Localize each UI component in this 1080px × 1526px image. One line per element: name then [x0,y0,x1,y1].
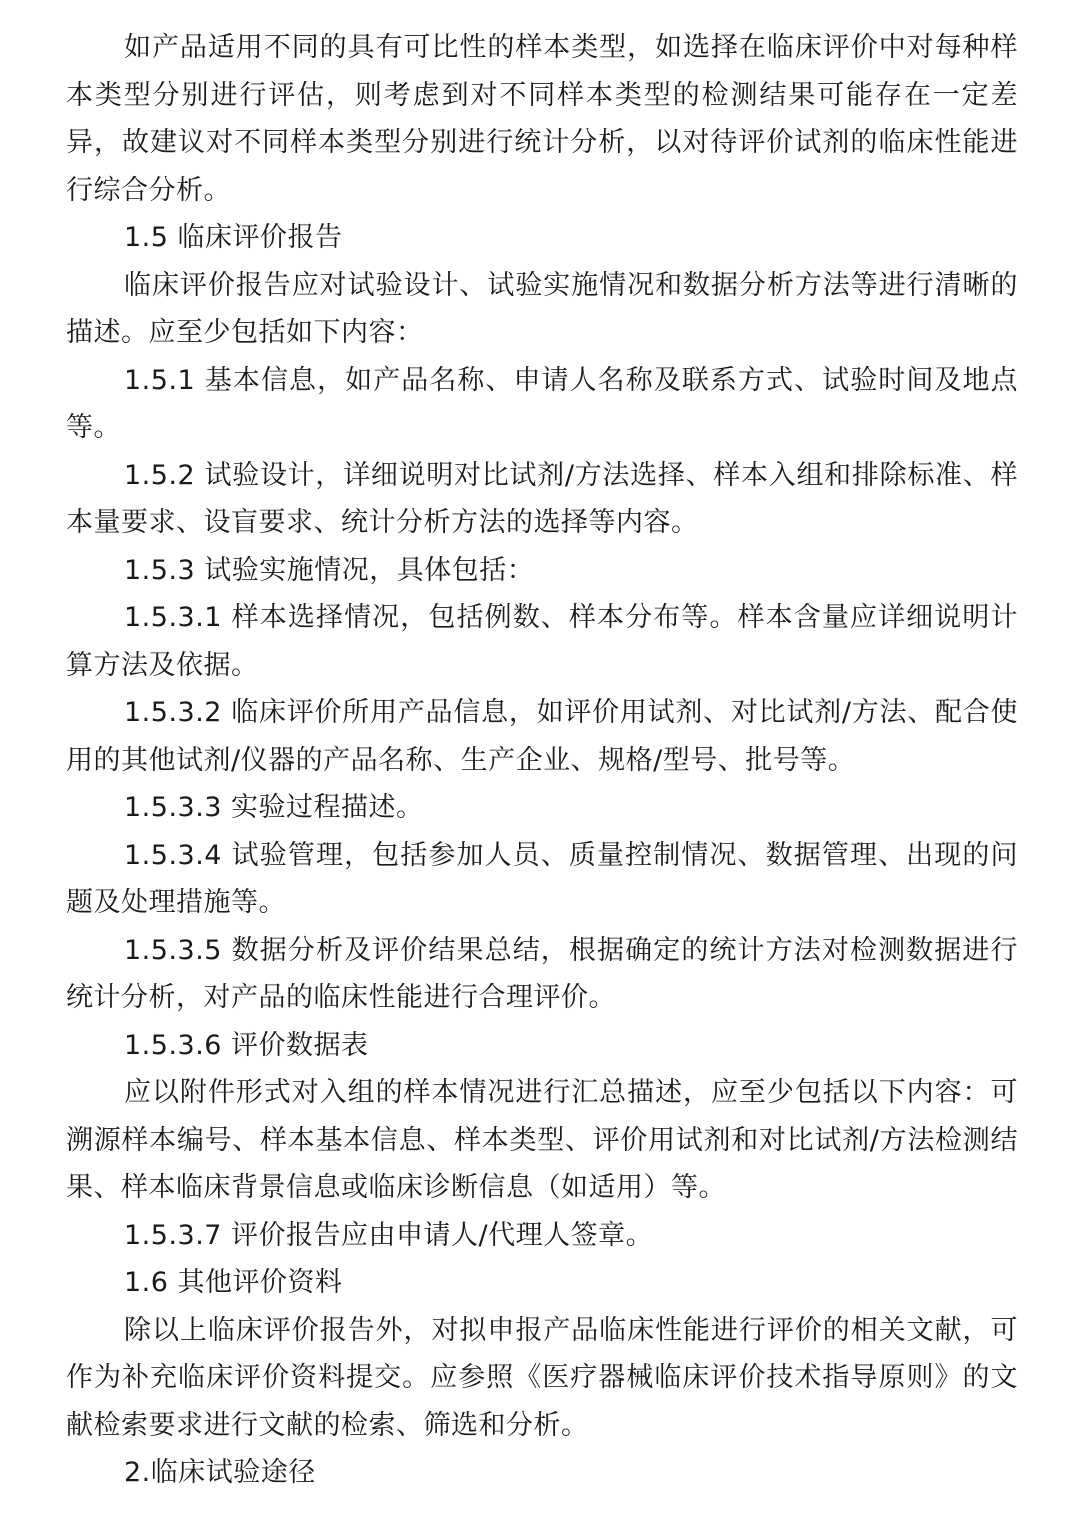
section-heading-1-6: 1.6 其他评价资料 [124,1267,343,1298]
paragraph-1-5-1: 1.5.1 基本信息，如产品名称、申请人名称及联系方式、试验时间及地点等。 [66,364,1018,443]
paragraph-other-materials: 除以上临床评价报告外，对拟申报产品临床性能进行评价的相关文献，可作为补充临床评价资料提交。应参照《医疗器械临床评价技术指导原则》的文献检索要求进行文献的检索、筛选和分析。 [66,1314,1018,1441]
section-heading-1-5: 1.5 临床评价报告 [124,222,343,253]
paragraph-report-intro: 临床评价报告应对试验设计、试验实施情况和数据分析方法等进行清晰的描述。应至少包括如下内容： [66,269,1018,348]
paragraph-1-5-2: 1.5.2 试验设计，详细说明对比试剂/方法选择、样本入组和排除标准、样本量要求、设盲要求、统计分析方法的选择等内容。 [66,459,1018,538]
paragraph-1-5-3: 1.5.3 试验实施情况，具体包括： [124,554,535,586]
paragraph-1-5-3-5: 1.5.3.5 数据分析及评价结果总结，根据确定的统计方法对检测数据进行统计分析，对产品的临床性能进行合理评价。 [66,934,1018,1013]
paragraph-1-5-3-7: 1.5.3.7 评价报告应由申请人/代理人签章。 [124,1219,654,1251]
paragraph-1-5-3-4: 1.5.3.4 试验管理，包括参加人员、质量控制情况、数据管理、出现的问题及处理措施等。 [66,839,1018,918]
paragraph-1-5-3-1: 1.5.3.1 样本选择情况，包括例数、样本分布等。样本含量应详细说明计算方法及依据。 [66,602,1018,681]
paragraph-1-5-3-3: 1.5.3.3 实验过程描述。 [124,792,424,823]
section-heading-1-5-3-6: 1.5.3.6 评价数据表 [124,1029,369,1061]
paragraph-data-table-desc: 应以附件形式对入组的样本情况进行汇总描述，应至少包括以下内容：可溯源样本编号、样本基本信息、样本类型、评价用试剂和对比试剂/方法检测结果、样本临床背景信息或临床诊断信息（如适用）等。 [66,1077,1018,1203]
paragraph-sample-types: 如产品适用不同的具有可比性的样本类型，如选择在临床评价中对每种样本类型分别进行评估，则考虑到对不同样本类型的检测结果可能存在一定差异，故建议对不同样本类型分别进行统计分析，以对待评价试剂的临床性能进行综合分析。 [66,32,1018,206]
section-heading-2: 2.临床试验途径 [124,1457,316,1488]
paragraph-1-5-3-2: 1.5.3.2 临床评价所用产品信息，如评价用试剂、对比试剂/方法、配合使用的其他试剂/仪器的产品名称、生产企业、规格/型号、批号等。 [66,697,1018,776]
